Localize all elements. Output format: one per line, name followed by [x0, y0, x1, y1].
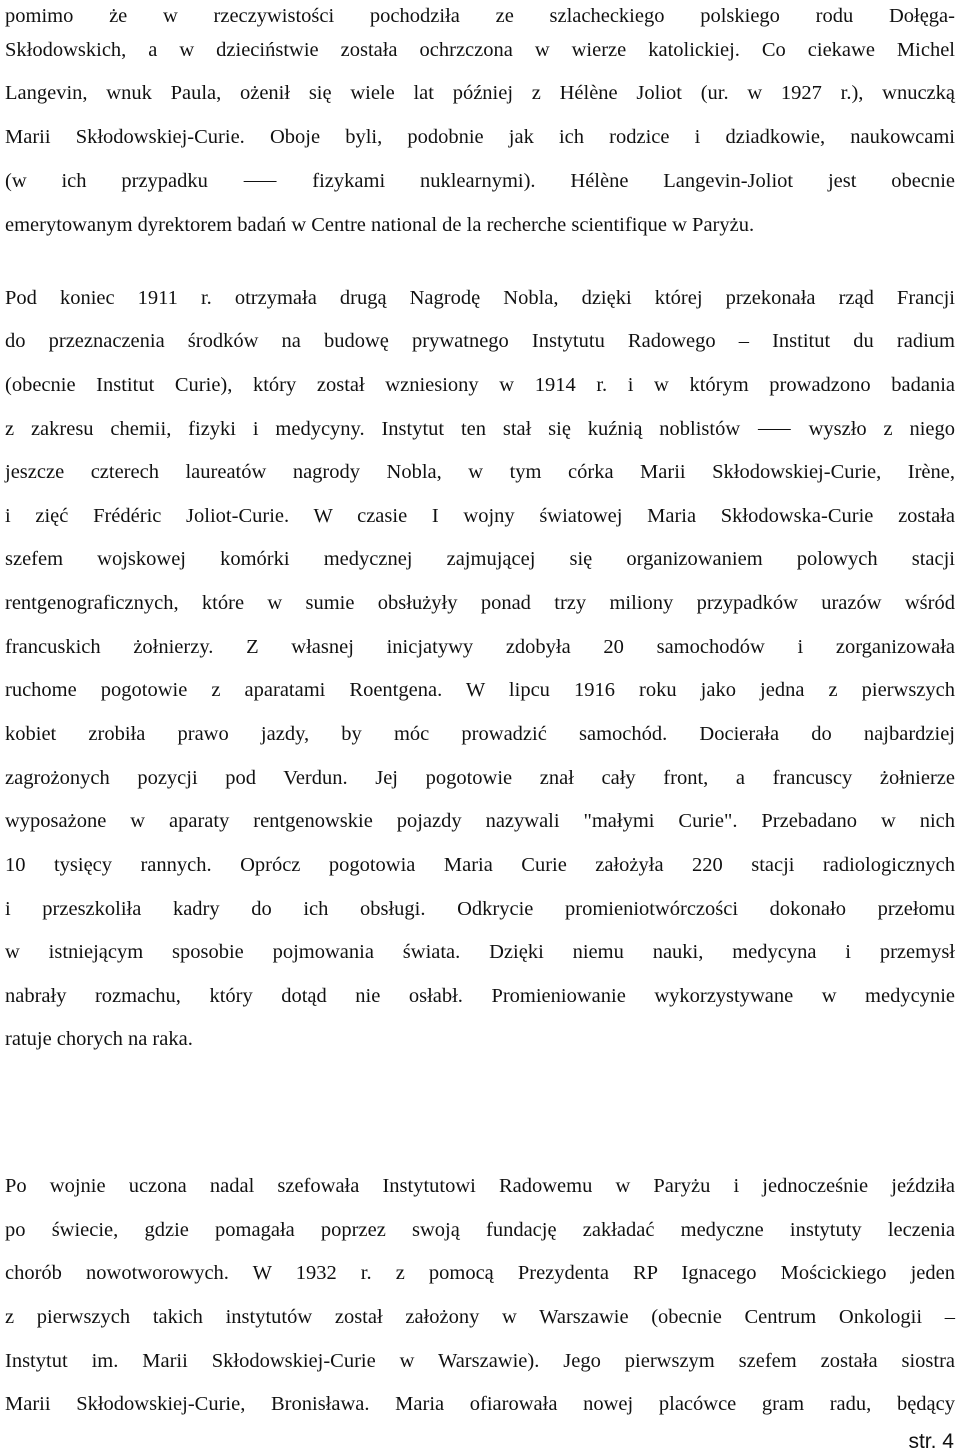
- text-line: ruchome pogotowie z aparatami Roentgena. W lipcu 1916 roku jako jedna z pierwszych: [5, 679, 955, 701]
- text-line: Instytut im. Marii Skłodowskiej-Curie w Warszawie). Jego pierwszym szefem została siostra: [5, 1350, 955, 1372]
- text-line: Marii Skłodowskiej-Curie. Oboje byli, podobnie jak ich rodzice i dziadkowie, naukowcami: [5, 126, 955, 148]
- text-line: do przeznaczenia środków na budowę prywatnego Instytutu Radowego – Institut du radium: [5, 330, 955, 352]
- text-line: z zakresu chemii, fizyki i medycyny. Instytut ten stał się kuźnią noblistów ⸺ wyszło z niego: [5, 418, 955, 440]
- text-line: ratuje chorych na raka.: [5, 1028, 193, 1050]
- text-line: kobiet zrobiła prawo jazdy, by móc prowadzić samochód. Docierała do najbardziej: [5, 723, 955, 745]
- text-line: i zięć Frédéric Joliot-Curie. W czasie I wojny światowej Maria Skłodowska-Curie została: [5, 505, 955, 527]
- text-line: (obecnie Institut Curie), który został wzniesiony w 1914 r. i w którym prowadzono badania: [5, 374, 955, 396]
- text-line: wyposażone w aparaty rentgenowskie pojazdy nazywali "małymi Curie". Przebadano w nich: [5, 810, 955, 832]
- text-line: po świecie, gdzie pomagała poprzez swoją fundację zakładać medyczne instytuty leczenia: [5, 1219, 955, 1241]
- text-line: z pierwszych takich instytutów został założony w Warszawie (obecnie Centrum Onkologii –: [5, 1306, 955, 1328]
- text-line: francuskich żołnierzy. Z własnej inicjatywy zdobyła 20 samochodów i zorganizowała: [5, 636, 955, 658]
- text-line: szefem wojskowej komórki medycznej zajmującej się organizowaniem polowych stacji: [5, 548, 955, 570]
- text-line: Skłodowskich, a w dzieciństwie została ochrzczona w wierze katolickiej. Co ciekawe Michel: [5, 39, 955, 61]
- text-line: jeszcze czterech laureatów nagrody Nobla, w tym córka Marii Skłodowskiej-Curie, Irène,: [5, 461, 955, 483]
- text-line: Langevin, wnuk Paula, ożenił się wiele lat później z Hélène Joliot (ur. w 1927 r.), wnuczką: [5, 82, 955, 104]
- text-line: i przeszkoliła kadry do ich obsługi. Odkrycie promieniotwórczości dokonało przełomu: [5, 898, 955, 920]
- text-line: w istniejącym sposobie pojmowania świata. Dzięki niemu nauki, medycyna i przemysł: [5, 941, 955, 963]
- text-line: rentgenograficznych, które w sumie obsłużyły ponad trzy miliony przypadków urazów wśród: [5, 592, 955, 614]
- page-number: str. 4: [908, 1430, 954, 1453]
- text-line: (w ich przypadku ⸺ fizykami nuklearnymi). Hélène Langevin-Joliot jest obecnie: [5, 170, 955, 192]
- text-line: nabrały rozmachu, który dotąd nie osłabł. Promieniowanie wykorzystywane w medycynie: [5, 985, 955, 1007]
- text-line: chorób nowotworowych. W 1932 r. z pomocą Prezydenta RP Ignacego Mościckiego jeden: [5, 1262, 955, 1284]
- text-line: Po wojnie uczona nadal szefowała Instytutowi Radowemu w Paryżu i jednocześnie jeździła: [5, 1175, 955, 1197]
- text-line: 10 tysięcy rannych. Oprócz pogotowia Maria Curie założyła 220 stacji radiologicznych: [5, 854, 955, 876]
- text-line: Marii Skłodowskiej-Curie, Bronisława. Maria ofiarowała nowej placówce gram radu, będący: [5, 1393, 955, 1415]
- text-line: Pod koniec 1911 r. otrzymała drugą Nagrodę Nobla, dzięki której przekonała rząd Francji: [5, 287, 955, 309]
- text-line: zagrożonych pozycji pod Verdun. Jej pogotowie znał cały front, a francuscy żołnierze: [5, 767, 955, 789]
- text-line: emerytowanym dyrektorem badań w Centre national de la recherche scientifique w Paryżu.: [5, 214, 755, 236]
- text-line: pomimo że w rzeczywistości pochodziła ze szlacheckiego polskiego rodu Dołęga-: [5, 5, 955, 27]
